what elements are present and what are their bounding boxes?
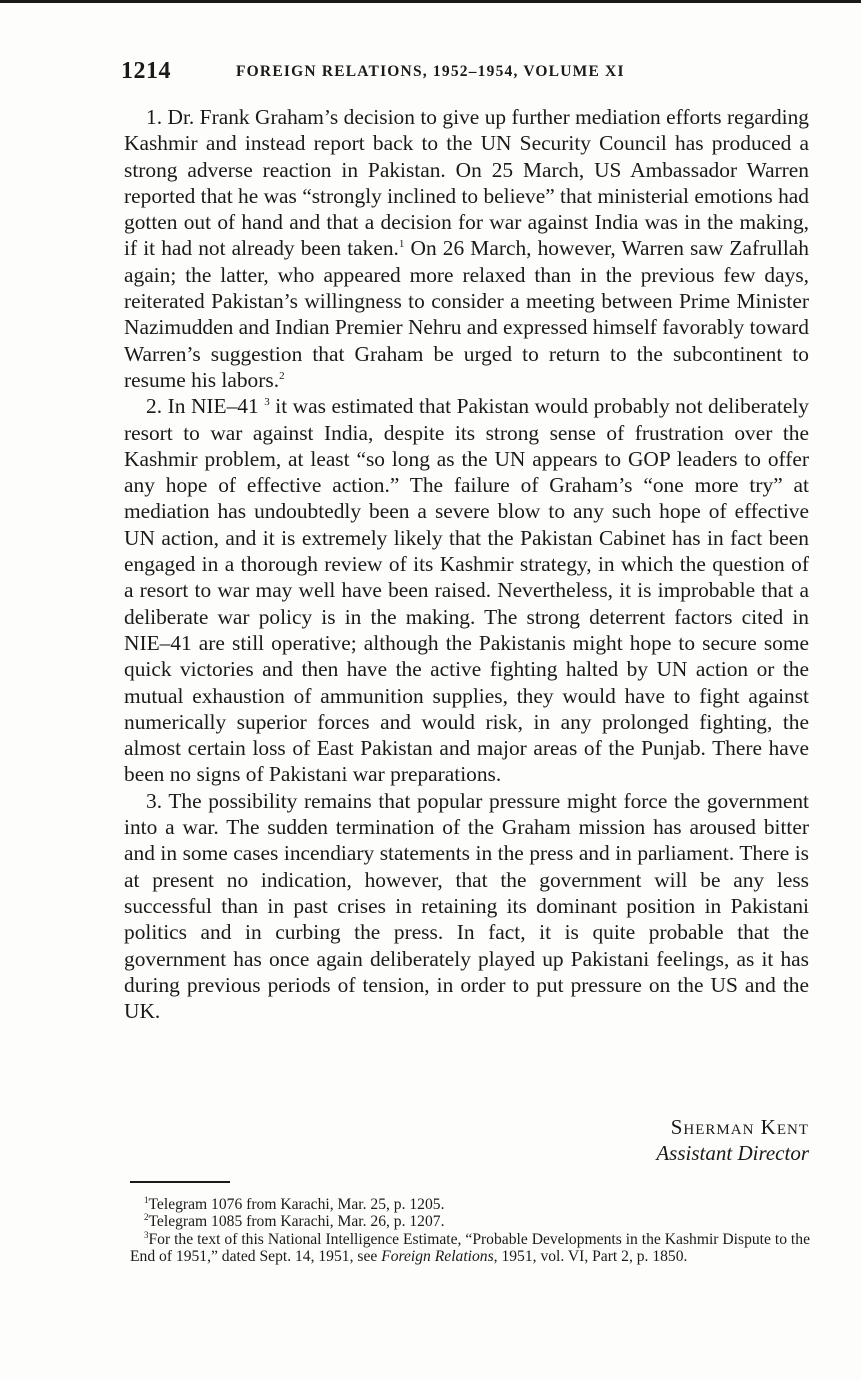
footnote-ref[interactable]: 1 (398, 238, 405, 251)
footnote-text: Telegram 1076 from Karachi, Mar. 25, p. 1205. (148, 1196, 445, 1213)
footnote-3 (130, 1231, 810, 1266)
top-edge-rule (0, 0, 861, 3)
paragraph-2 (124, 393, 809, 787)
footnote-ref[interactable]: 3 (264, 396, 270, 409)
paragraph-text: In NIE–41 (167, 394, 259, 419)
running-head: FOREIGN RELATIONS, 1952–1954, VOLUME XI (236, 63, 625, 80)
paragraph-1 (124, 104, 809, 393)
signature-block (656, 1114, 809, 1166)
footnote-text: Telegram 1085 from Karachi, Mar. 26, p. 1207. (148, 1213, 445, 1231)
page-header (121, 58, 811, 88)
paragraph-text: On 26 March, however, Warren saw Zafrullah again; the latter, who appeared more relaxed than in the previous few days, reiterated Pakistan’s willingness to consider a meeting between Prime Minister Nazimudden and Indian Premier Nehru and expressed himself favorably toward Warren’s suggestion that Graham be urged to return to the subcontinent to resume his labors. (124, 236, 809, 392)
paragraph-text: it was estimated that Pakistan would probably not deliberately resort to war against India, despite its strong sense of frustration over the Kashmir problem, at least “so long as the UN appears to GOP leaders to offer any hope of effective action.” The failure of Graham’s “one more try” at mediation has undoubtedly been a severe blow to any such hope of effective UN action, and it is extremely likely that the Pakistan Cabinet has in fact been engaged in a thorough review of its Kashmir strategy, in which the question of a resort to war may well have been raised. Nevertheless, it is improbable that a deliberate war policy is in the making. The strong deterrent factors cited in NIE–41 are still operative; although the Pakistanis might hope to secure some quick victories and then have the active fighting halted by UN action or the mutual exhaustion of ammunition supplies, they would have to fight against numerically superior forces and would risk, in any prolonged fighting, the almost certain loss of East Pakistan and major areas of the Punjab. There have been no signs of Pakistani war preparations. (124, 394, 810, 787)
footnote-ref[interactable]: 2 (279, 369, 285, 382)
footnote-citation-title: Foreign Relations (381, 1248, 494, 1266)
paragraph-number: 1. (146, 105, 163, 129)
footnote-text-tail: , 1951, vol. VI, Part 2, p. 1850. (493, 1248, 688, 1266)
paragraph-number: 3. (146, 788, 163, 813)
body-text (124, 104, 809, 1024)
paragraph-3 (124, 788, 809, 1025)
paragraph-number: 2. (146, 394, 163, 419)
footnote-marker: 3 (144, 1229, 149, 1240)
page-number: 1214 (121, 58, 171, 84)
paragraph-text: Dr. Frank Graham’s decision to give up further mediation efforts regarding Kashmir and instead report back to the UN Security Council has produced a strong adverse reaction in Pakistan. On 25 March, US Ambassador Warren reported that he was “strongly inclined to believe” that ministerial emotions had gotten out of hand and that a decision for war against India was in the making, if it had not already been taken. (124, 105, 809, 261)
footnotes (130, 1196, 810, 1266)
footnote-2 (130, 1213, 810, 1230)
footnote-marker: 1 (144, 1195, 149, 1205)
footnote-1 (130, 1196, 810, 1213)
paragraph-text: The possibility remains that popular pressure might force the government into a war. The sudden termination of the Graham mission has aroused bitter and in some cases incendiary statements in the press and in parliament. There is at present no indication, however, that the government will be any less successful than in past crises in retaining its dominant position in Pakistani politics and in curbing the press. In fact, it is quite probable that the government has once again deliberately played up Pakistani feelings, as it has during previous periods of tension, in order to put pressure on the US and the UK. (124, 788, 809, 1024)
signer-name: Sherman Kent (670, 1115, 809, 1139)
footnote-marker: 2 (144, 1212, 149, 1223)
footnote-text: For the text of this National Intelligence Estimate, “Probable Developments in the Kashmir Dispute to the End of 1951,” dated Sept. 14, 1951, see (130, 1230, 810, 1266)
footnote-divider (130, 1181, 230, 1183)
signer-title: Assistant Director (656, 1141, 809, 1165)
